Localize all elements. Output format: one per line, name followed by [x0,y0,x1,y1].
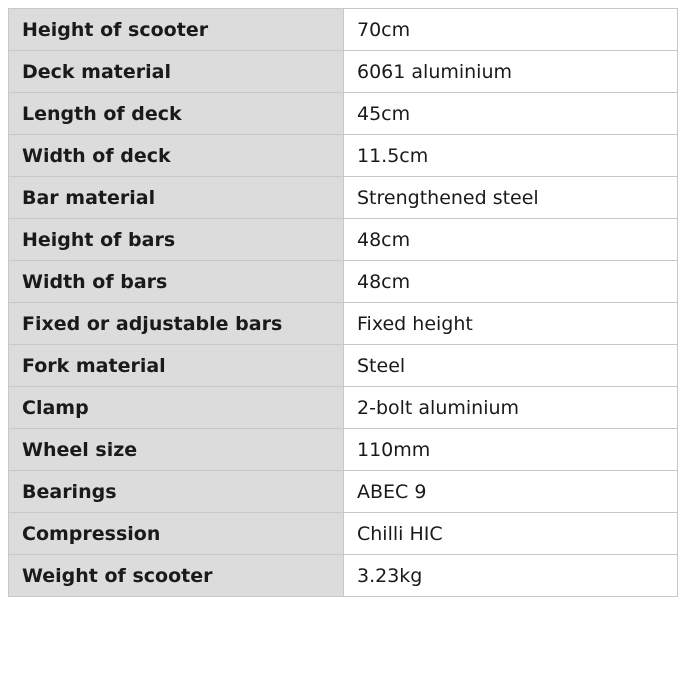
table-row [9,9,678,51]
spec-label: Height of bars [9,219,344,261]
spec-value: 48cm [344,261,678,303]
table-row [9,345,678,387]
table-row [9,471,678,513]
table-row [9,177,678,219]
spec-value: 110mm [344,429,678,471]
spec-value: Steel [344,345,678,387]
spec-table [8,8,678,597]
spec-value: 45cm [344,93,678,135]
spec-label: Wheel size [9,429,344,471]
spec-label: Fixed or adjustable bars [9,303,344,345]
table-row [9,51,678,93]
spec-label: Deck material [9,51,344,93]
spec-label: Length of deck [9,93,344,135]
spec-label: Weight of scooter [9,555,344,597]
table-row [9,429,678,471]
spec-value: ABEC 9 [344,471,678,513]
spec-label: Fork material [9,345,344,387]
table-row [9,513,678,555]
spec-value: 70cm [344,9,678,51]
spec-value: 6061 aluminium [344,51,678,93]
spec-label: Width of bars [9,261,344,303]
spec-table-body [9,9,678,597]
table-row [9,219,678,261]
table-row [9,555,678,597]
spec-value: 2-bolt aluminium [344,387,678,429]
spec-label: Compression [9,513,344,555]
spec-value: Strengthened steel [344,177,678,219]
spec-value: Fixed height [344,303,678,345]
table-row [9,135,678,177]
spec-value: 11.5cm [344,135,678,177]
spec-label: Height of scooter [9,9,344,51]
spec-label: Width of deck [9,135,344,177]
spec-value: 48cm [344,219,678,261]
table-row [9,93,678,135]
table-row [9,387,678,429]
table-row [9,303,678,345]
spec-label: Bar material [9,177,344,219]
table-row [9,261,678,303]
spec-value: Chilli HIC [344,513,678,555]
spec-label: Clamp [9,387,344,429]
spec-label: Bearings [9,471,344,513]
spec-value: 3.23kg [344,555,678,597]
